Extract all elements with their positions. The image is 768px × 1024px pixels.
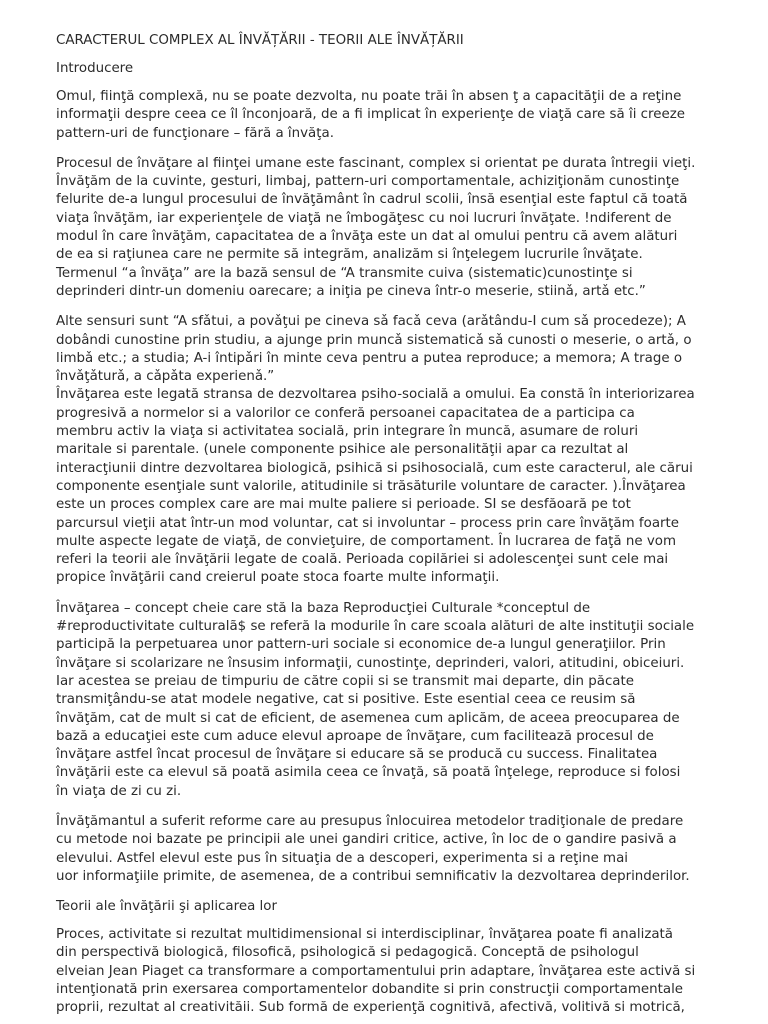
text-line: învăţăm, cat de mult si cat de eficient, de asemenea cum aplicăm, de aceea preocuparea de (56, 710, 680, 726)
text-line: participă la perpetuarea unor pattern-uri sociale si economice de-a lungul generaţiilor. Prin (56, 637, 666, 653)
text-line: Proces, activitate si rezultat multidimensional si interdisciplinar, învăţarea poate fi analizată (56, 927, 674, 943)
text-line: bază a educaţiei este cum aduce elevul aproape de învăţare, cum facilitează procesul de (56, 728, 654, 744)
document-page (56, 32, 728, 1018)
text-line: parcursul vieţii atat într-un mod voluntar, cat si involuntar – process prin care învăţăm foarte (56, 515, 680, 531)
text-line: învăţării este ca elevul să poată asimila ceea ce învaţă, să poată înţelege, reproduce si folosi (56, 765, 681, 781)
text-line: Învăţarea – concept cheie care stă la baza Reproducţiei Culturale *conceptul de (56, 600, 591, 616)
paragraph (56, 600, 728, 801)
text-line: membru activ la viaţa si activitatea socială, prin integrare în muncă, asumare de roluri (56, 424, 639, 440)
text-line: elveian Jean Piaget ca transformare a comportamentului prin adaptare, învăţarea este activă si (56, 963, 696, 979)
text-line: deprinderi dintr-un domeniu oarecare; a iniţia pe cineva într-o meserie, stiinǎ, artǎ etc.” (56, 283, 646, 299)
paragraph (56, 88, 728, 143)
text-line: Procesul de învăţare al fiinţei umane este fascinant, complex si orientat pe durata întregii vieţi. (56, 155, 696, 171)
text-line: propice învăţării cand creierul poate stoca foarte multe informaţii. (56, 570, 500, 586)
text-line: informaţii despre ceea ce îl înconjoară, de a fi implicat în experienţe de viaţă care să îi creeze (56, 107, 685, 123)
text-line: învăţare astfel încat procesul de învăţare si educare să se producă cu success. Finalitatea (56, 747, 658, 763)
text-line: transmiţându-se atat modele negative, cat si positive. Este esential ceea ce reusim să (56, 692, 636, 708)
text-line: de ea si raţiunea care ne permite să integrăm, analizăm si înţelegem lucrurile învăţate. (56, 247, 643, 263)
text-line: elevului. Astfel elevul este pus în situaţia de a descoperi, experimenta si a reţine mai (56, 850, 629, 866)
section-paragraphs (56, 926, 728, 1017)
text-line: #reproductivitate culturalã$ se referă la modurile în care scoala alături de alte instituţii sociale (56, 619, 695, 635)
paragraph (56, 926, 728, 1017)
text-line: Termenul “a învăţa” are la bază sensul de “A transmite cuiva (sistematic)cunostinţe si (56, 265, 633, 281)
text-line: progresivă a normelor si a valorilor ce conferă persoanei capacitatea de a participa ca (56, 405, 635, 421)
text-line: Iar acestea se preiau de timpuriu de către copii si se transmit mai departe, din păcate (56, 673, 635, 689)
text-line: dobândi cunostine prin studiu, a ajunge prin muncǎ sistematicǎ sǎ cunosti o meserie, o artǎ, o (56, 332, 692, 348)
text-line: interacţiunii dintre dezvoltarea biologică, psihică si psihosocială, cum este caracterul, ale cărui (56, 460, 693, 476)
text-line: Alte sensuri sunt “A sfǎtui, a povǎţui pe cineva sǎ facǎ ceva (arǎtându-I cum sǎ procedeze); A (56, 314, 686, 330)
intro-heading: Introducere (56, 61, 134, 76)
text-line: pattern-uri de funcţionare – fără a învăţa. (56, 125, 334, 141)
text-line: Învăţarea este legată stransa de dezvoltarea psiho-socială a omului. Ea constă în interiorizarea (56, 387, 695, 403)
text-line: limbǎ etc.; a studia; A-i întipǎri în minte ceva pentru a putea reproduce; a memora; A trage o (56, 350, 683, 366)
text-line: modul în care învăţăm, capacitatea de a învăţa este un dat al omului pentru că avem alături (56, 229, 678, 245)
section-heading: Teorii ale învăţării şi aplicarea lor (56, 899, 277, 915)
text-line: intenţionată prin exersarea comportamentelor dobandite si prin construcţii comportamentale (56, 982, 684, 998)
text-line: în viaţa de zi cu zi. (56, 783, 182, 799)
text-line: uor informaţiile primite, de asemenea, de a contribui semnificativ la dezvoltarea deprinderilor. (56, 868, 690, 884)
text-line: Învăţăm de la cuvinte, gesturi, limbaj, pattern-uri comportamentale, achiziţionăm cunostinţe (56, 174, 680, 190)
paragraph (56, 313, 728, 587)
text-line: Învăţămantul a suferit reforme care au presupus înlocuirea metodelor tradiţionale de predare (56, 813, 684, 829)
text-line: din perspectivă biologică, filosofică, psihologică si pedagogică. Conceptă de psihologul (56, 945, 639, 961)
paragraph (56, 813, 728, 886)
text-line: cu metode noi bazate pe principii ale unei gandiri critice, active, în loc de o gandire pasivă a (56, 832, 677, 848)
text-line: referi la teorii ale învăţării legate de coală. Perioada copilăriei si adolescenţei sunt cele mai (56, 552, 669, 568)
text-line: viaţa învăţăm, iar experienţele de viaţă ne îmbogăţesc cu noi lucruri învăţate. !ndiferent de (56, 210, 672, 226)
text-line: învăţare si scolarizare ne însusim informaţii, cunostinţe, deprinderi, valori, atitudini, obiceiuri. (56, 655, 685, 671)
paragraph (56, 155, 728, 301)
text-line: componente esenţiale sunt valorile, atitudinile si trăsăturile voluntare de caracter. ).Învăţarea (56, 478, 686, 494)
body-paragraphs (56, 88, 728, 886)
text-line: maritale si parentale. (unele componente psihice ale personalităţii apar ca rezultat al (56, 442, 629, 458)
text-line: proprii, rezultat al creativităii. Sub formă de experienţă cognitivă, afectivă, volitivă si motrică, (56, 1000, 685, 1016)
text-line: multe aspecte legate de viaţă, de convieţuire, de comportament. În lucrarea de faţă ne vom (56, 533, 677, 549)
text-line: Omul, fiinţă complexă, nu se poate dezvolta, nu poate trăi în absen ţ a capacităţii de a reţine (56, 89, 682, 104)
document-title: CARACTERUL COMPLEX AL ÎNVĂȚĂRII - TEORII ALE ÎNVĂȚĂRII (56, 33, 464, 48)
text-line: felurite de-a lungul procesului de învăţământ în cadrul scolii, însă esenţial este faptul că toată (56, 192, 688, 208)
text-line: este un proces complex care are mai multe paliere si perioade. SI se desfăoară pe tot (56, 497, 631, 513)
text-line: învǎţǎturǎ, a cǎpǎta experienǎ.” (56, 369, 275, 385)
